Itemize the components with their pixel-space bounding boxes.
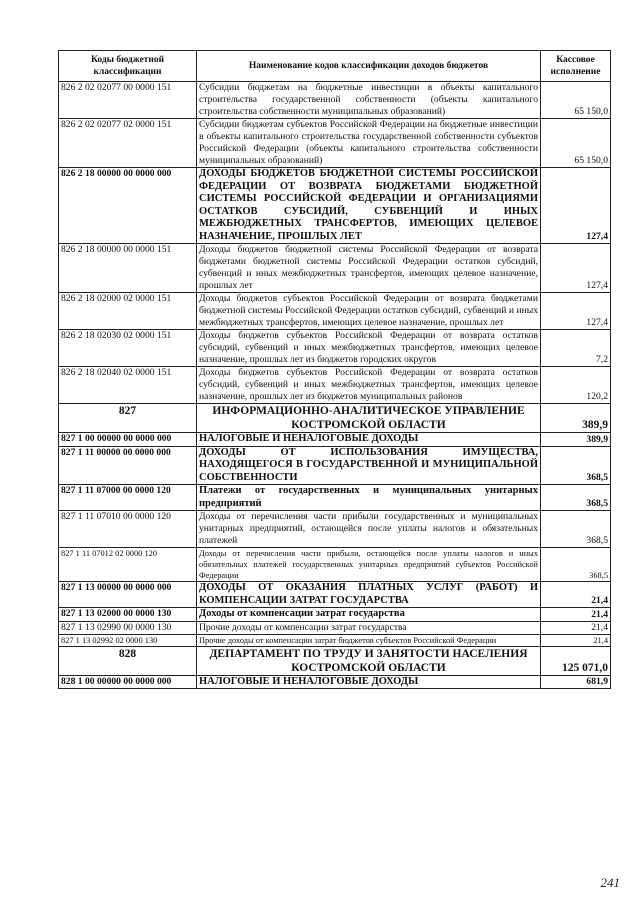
classification-name: Доходы бюджетов субъектов Российской Федерации от возврата остатков субсидий, субвенций и иных межбюджетных трансфертов, имеющих целевое назначение, прошлых лет из бюджетов городских округов: [197, 330, 541, 367]
classification-name: ИНФОРМАЦИОННО-АНАЛИТИЧЕСКОЕ УПРАВЛЕНИЕ КОСТРОМСКОЙ ОБЛАСТИ: [197, 404, 541, 433]
execution-value: 65 150,0: [541, 119, 611, 168]
classification-code: 827 1 13 02990 00 0000 130: [59, 621, 197, 634]
classification-name: Доходы от компенсации затрат государства: [197, 608, 541, 622]
classification-name: ДОХОДЫ БЮДЖЕТОВ БЮДЖЕТНОЙ СИСТЕМЫ РОССИЙСКОЙ ФЕДЕРАЦИИ ОТ ВОЗВРАТА БЮДЖЕТАМИ БЮДЖЕТНОЙ СИСТЕМЫ РОССИЙСКОЙ ФЕДЕРАЦИИ И ОРГАНИЗАЦИЯМИ ОСТАТКОВ СУБСИДИЙ, СУБВЕНЦИЙ И ИНЫХ МЕЖБЮДЖЕТНЫХ ТРАНСФЕРТОВ, ИМЕЮЩИХ ЦЕЛЕВОЕ НАЗНАЧЕНИЕ, ПРОШЛЫХ ЛЕТ: [197, 168, 541, 244]
classification-code: 826 2 18 02040 02 0000 151: [59, 367, 197, 404]
table-row: [59, 244, 611, 293]
classification-code: 826 2 18 00000 00 0000 000: [59, 168, 197, 244]
table-row: [59, 511, 611, 548]
classification-code: 828 1 00 00000 00 0000 000: [59, 675, 197, 689]
classification-name: Доходы бюджетов субъектов Российской Федерации от возврата остатков субсидий, субвенций и иных межбюджетных трансфертов, имеющих целевое назначение, прошлых лет из бюджетов муниципальных районов: [197, 367, 541, 404]
classification-code: 827 1 13 02000 00 0000 130: [59, 608, 197, 622]
revenue-classification-table: [58, 50, 611, 689]
budget-table-sheet: [58, 50, 610, 689]
classification-name: Субсидии бюджетам субъектов Российской Федерации на бюджетные инвестиции в объекты капитального строительства государственной собственности субъектов Российской Федерации (объекты капитального строительства собственности муниципальных образований): [197, 119, 541, 168]
table-body: [59, 82, 611, 689]
execution-value: 21,4: [541, 608, 611, 622]
classification-name: Субсидии бюджетам на бюджетные инвестиции в объекты капитального строительства государственной собственности (объекты капитального строительства собственности муниципальных образований): [197, 82, 541, 119]
execution-value: 21,4: [541, 582, 611, 608]
execution-value: 681,9: [541, 675, 611, 689]
table-row: [59, 634, 611, 646]
table-row: [59, 582, 611, 608]
execution-value: 21,4: [541, 621, 611, 634]
header-names: Наименование кодов классификации доходов бюджетов: [197, 51, 541, 82]
execution-value: 127,4: [541, 168, 611, 244]
classification-name: ДЕПАРТАМЕНТ ПО ТРУДУ И ЗАНЯТОСТИ НАСЕЛЕНИЯ КОСТРОМСКОЙ ОБЛАСТИ: [197, 646, 541, 675]
classification-name: Прочие доходы от компенсации затрат бюджетов субъектов Российской Федерации: [197, 634, 541, 646]
classification-code: 827 1 11 07012 02 0000 120: [59, 548, 197, 582]
classification-name: Доходы бюджетов бюджетной системы Российской Федерации от возврата бюджетами бюджетной системы Российской Федерации остатков субсидий, субвенций и иных межбюджетных трансфертов, имеющих целевое назначение, прошлых лет: [197, 244, 541, 293]
classification-code: 827 1 11 07000 00 0000 120: [59, 485, 197, 511]
execution-value: 65 150,0: [541, 82, 611, 119]
classification-code: 828: [59, 646, 197, 675]
table-row: [59, 119, 611, 168]
table-row: [59, 433, 611, 447]
execution-value: 368,5: [541, 511, 611, 548]
classification-code: 827 1 11 00000 00 0000 000: [59, 446, 197, 485]
classification-code: 826 2 18 00000 00 0000 151: [59, 244, 197, 293]
table-row: [59, 548, 611, 582]
page-number: 241: [600, 875, 620, 890]
table-row: [59, 446, 611, 485]
execution-value: 368,5: [541, 548, 611, 582]
classification-name: НАЛОГОВЫЕ И НЕНАЛОГОВЫЕ ДОХОДЫ: [197, 675, 541, 689]
execution-value: 127,4: [541, 244, 611, 293]
classification-name: ДОХОДЫ ОТ ОКАЗАНИЯ ПЛАТНЫХ УСЛУГ (РАБОТ) И КОМПЕНСАЦИИ ЗАТРАТ ГОСУДАРСТВА: [197, 582, 541, 608]
classification-name: Доходы от перечисления части прибыли государственных и муниципальных унитарных предприятий, остающейся после уплаты налогов и обязательных платежей: [197, 511, 541, 548]
table-row: [59, 168, 611, 244]
table-row: [59, 621, 611, 634]
classification-name: НАЛОГОВЫЕ И НЕНАЛОГОВЫЕ ДОХОДЫ: [197, 433, 541, 447]
table-row: [59, 367, 611, 404]
classification-code: 826 2 02 02077 02 0000 151: [59, 119, 197, 168]
classification-name: Платежи от государственных и муниципальных унитарных предприятий: [197, 485, 541, 511]
classification-code: 826 2 18 02030 02 0000 151: [59, 330, 197, 367]
header-codes: Коды бюджетной классификации: [59, 51, 197, 82]
table-row: [59, 675, 611, 689]
table-row: [59, 330, 611, 367]
classification-code: 827: [59, 404, 197, 433]
execution-value: 125 071,0: [541, 646, 611, 675]
classification-code: 827 1 00 00000 00 0000 000: [59, 433, 197, 447]
department-row: [59, 646, 611, 675]
execution-value: 389,9: [541, 404, 611, 433]
classification-code: 826 2 18 02000 02 0000 151: [59, 293, 197, 330]
execution-value: 389,9: [541, 433, 611, 447]
classification-code: 827 1 11 07010 00 0000 120: [59, 511, 197, 548]
classification-name: ДОХОДЫ ОТ ИСПОЛЬЗОВАНИЯ ИМУЩЕСТВА, НАХОДЯЩЕГОСЯ В ГОСУДАРСТВЕННОЙ И МУНИЦИПАЛЬНОЙ СОБСТВЕННОСТИ: [197, 446, 541, 485]
execution-value: 21,4: [541, 634, 611, 646]
classification-name: Доходы от перечисления части прибыли, остающейся после уплаты налогов и иных обязательных платежей государственных унитарных предприятий субъектов Российской Федерации: [197, 548, 541, 582]
execution-value: 127,4: [541, 293, 611, 330]
table-row: [59, 82, 611, 119]
header-execution: Кассовое исполнение: [541, 51, 611, 82]
execution-value: 7,2: [541, 330, 611, 367]
classification-code: 826 2 02 02077 00 0000 151: [59, 82, 197, 119]
department-row: [59, 404, 611, 433]
execution-value: 368,5: [541, 485, 611, 511]
execution-value: 120,2: [541, 367, 611, 404]
classification-code: 827 1 13 02992 02 0000 130: [59, 634, 197, 646]
classification-name: Доходы бюджетов субъектов Российской Федерации от возврата бюджетами бюджетной системы Российской Федерации остатков субсидий, субвенций и иных межбюджетных трансфертов, имеющих целевое назначение, прошлых лет: [197, 293, 541, 330]
execution-value: 368,5: [541, 446, 611, 485]
table-row: [59, 485, 611, 511]
classification-name: Прочие доходы от компенсации затрат государства: [197, 621, 541, 634]
table-header-row: [59, 51, 611, 82]
table-row: [59, 608, 611, 622]
classification-code: 827 1 13 00000 00 0000 000: [59, 582, 197, 608]
table-row: [59, 293, 611, 330]
